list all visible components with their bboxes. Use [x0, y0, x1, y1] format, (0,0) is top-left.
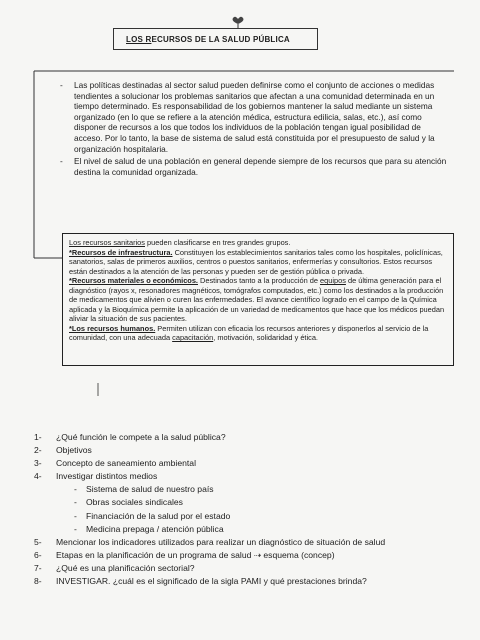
sub-item-text: Sistema de salud de nuestro país	[86, 484, 214, 495]
sub-item	[34, 496, 464, 509]
question-number: 4-	[34, 471, 42, 482]
intro-item	[60, 156, 448, 177]
recursos-intro-underlined: Los recursos sanitarios	[69, 238, 145, 247]
page-title-rest: ECURSOS DE LA SALUD PÚBLICA	[151, 35, 290, 44]
infra-label: *Recursos de infraestructura.	[69, 247, 173, 257]
recursos-intro	[69, 238, 447, 248]
bullet-dash: -	[74, 497, 77, 508]
question-number: 5-	[34, 536, 42, 547]
bullet-dash: -	[60, 156, 63, 167]
infra-text: Constituyen los establecimientos sanitarios tales como los hospitales, policlínicas, sanatorios, salas de primeros auxilios, centros o puestos sanitarios, enfermerías y consultorios. Estos recursos están destinados a la atención de las personas y pueden ser de gestión pública o privada.	[69, 247, 443, 276]
question-item	[34, 457, 464, 470]
intro-item	[60, 80, 448, 154]
sub-item	[34, 510, 464, 523]
questions-list	[34, 431, 464, 588]
intro-text: El nivel de salud de una población en general depende siempre de los recursos que para su atención destina la comunidad organizada.	[74, 156, 447, 177]
question-text: ¿Qué es una planificación sectorial?	[56, 562, 195, 573]
title-box	[113, 28, 318, 50]
question-text: ¿Qué función le compete a la salud pública?	[56, 432, 226, 442]
bullet-dash: -	[74, 510, 77, 521]
question-number: 6-	[34, 549, 42, 560]
materiales-text-2: de última generación para el diagnóstico (rayos x, resonadores magnéticos, tomógrafos computados, etc.) como los destinados a la producción de medicamentos que alivien o curen las enfermedades. El avance científico logrado en el campo de la Química aplicada y la Bioquímica permite la aplicación de un variedad de medicamentos que hace que los médicos puedan aliviar la situación de sus pacientes.	[69, 276, 445, 324]
humanos-text-2: , motivación, solidaridad y ética.	[213, 333, 318, 343]
recursos-box	[62, 233, 454, 366]
question-number: 7-	[34, 562, 42, 573]
sub-item-text: Medicina prepaga / atención pública	[86, 523, 224, 534]
humanos-text-1: Permiten utilizan con eficacia los recursos anteriores y disponerlos al servicio de la comunidad, con una adecuada	[69, 323, 429, 343]
recursos-intro-rest: pueden clasificarse en tres grandes grupos.	[145, 238, 291, 247]
question-text: INVESTIGAR. ¿cuál es el significado de la sigla PAMI y qué prestaciones brinda?	[56, 576, 367, 587]
sub-item	[34, 523, 464, 536]
question-item	[34, 562, 464, 575]
bullet-dash: -	[60, 80, 63, 90]
intro-text: Las políticas destinadas al sector salud pueden definirse como el conjunto de acciones o medidas tendientes a solucionar los problemas sanitarios que afectan a una comunidad determinada en un tiempo determinado. Es responsabilidad de los gobiernos mantener la salud mediante un sistema organizado (en lo que se refiere a la atención médica, estructura edilicia, salas, etc.), así como disponer de recursos a los que todos los individuos de la población tengan igual posibilidad de acceso. Por lo tanto, la base de sistema de salud está constituida por el presupuesto de salud y la organización hospitalaria.	[74, 80, 435, 154]
question-text: Concepto de saneamiento ambiental	[56, 458, 196, 469]
question-item	[34, 536, 464, 549]
bullet-dash: -	[74, 484, 77, 495]
materiales-text-1: Destinados tanto a la producción de	[197, 276, 321, 286]
question-number: 2-	[34, 445, 42, 456]
humanos-capacitacion: capacitación	[172, 333, 214, 343]
recursos-materiales	[69, 276, 447, 324]
question-text: Etapas en la planificación de un programa de salud ⇢ esquema (concep)	[56, 549, 335, 560]
recursos-humanos	[69, 324, 447, 343]
materiales-label: *Recursos materiales o económicos.	[69, 276, 198, 286]
sub-item-text: Financiación de la salud por el estado	[86, 510, 231, 521]
recursos-infraestructura	[69, 248, 447, 277]
sub-item	[34, 483, 464, 496]
question-number: 1-	[34, 432, 42, 442]
question-text: Objetivos	[56, 445, 92, 456]
question-item	[34, 431, 464, 444]
page-title-prefix: LOS R	[126, 35, 152, 44]
sub-item-text: Obras sociales sindicales	[86, 497, 183, 508]
question-item	[34, 470, 464, 483]
question-number: 8-	[34, 576, 42, 587]
question-number: 3-	[34, 458, 42, 469]
question-item	[34, 575, 464, 588]
heart-mark	[233, 17, 244, 24]
question-text: Mencionar los indicadores utilizados para realizar un diagnóstico de situación de salud	[56, 536, 386, 547]
question-item	[34, 549, 464, 562]
question-item	[34, 444, 464, 457]
humanos-label: *Los recursos humanos.	[69, 323, 156, 333]
materiales-equipos: equipos	[320, 276, 346, 286]
bullet-dash: -	[74, 523, 77, 534]
intro-section	[60, 80, 448, 179]
question-text: Investigar distintos medios	[56, 471, 158, 482]
